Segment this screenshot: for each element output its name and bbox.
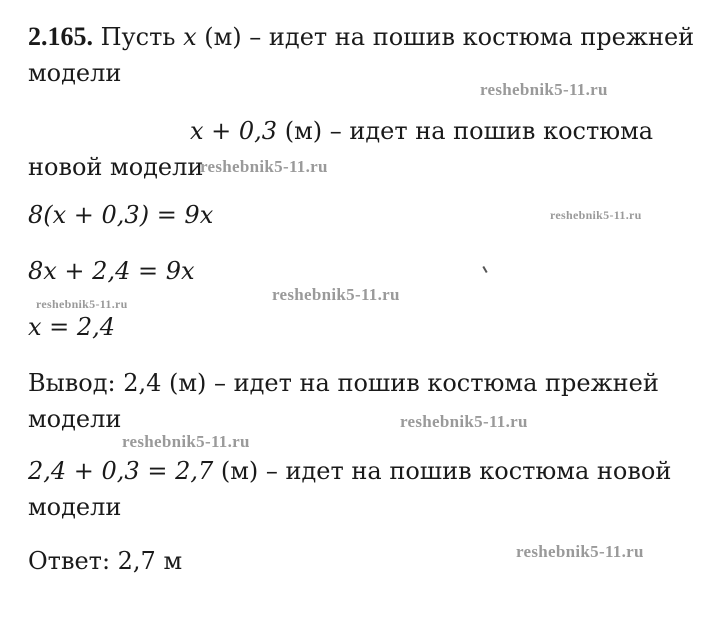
variable-x: x <box>183 23 197 51</box>
stray-mark <box>482 266 487 273</box>
watermark: reshebnik5-11.ru <box>550 208 642 222</box>
problem-intro-line <box>28 22 694 52</box>
problem-number: 2.165. <box>28 22 93 51</box>
answer-line: Ответ: 2,7 м <box>28 547 183 575</box>
calculation-line2: модели <box>28 493 122 521</box>
watermark: reshebnik5-11.ru <box>480 80 608 99</box>
watermark: reshebnik5-11.ru <box>400 412 528 431</box>
calculation-rest-text: (м) – идет на пошив костюма новой <box>213 457 672 485</box>
watermark: reshebnik5-11.ru <box>122 432 250 451</box>
equation-3: x = 2,4 <box>28 313 116 341</box>
conclusion-line2: модели <box>28 405 122 433</box>
equation-2: 8x + 2,4 = 9x <box>28 257 195 285</box>
conclusion-line1: Вывод: 2,4 (м) – идет на пошив костюма прежней <box>28 369 659 397</box>
intro-text: Пусть <box>93 23 184 51</box>
intro-rest-text: (м) – идет на пошив костюма прежней <box>196 23 695 51</box>
new-model-rest-text: (м) – идет на пошив костюма <box>277 117 654 145</box>
watermark: reshebnik5-11.ru <box>200 157 328 176</box>
new-model-line2: новой модели <box>28 153 204 181</box>
watermark: reshebnik5-11.ru <box>272 285 400 304</box>
watermark: reshebnik5-11.ru <box>36 297 128 311</box>
calculation-expression: 2,4 + 0,3 = 2,7 <box>28 457 214 485</box>
problem-intro-line2: модели <box>28 59 122 87</box>
watermark: reshebnik5-11.ru <box>516 542 644 561</box>
equation-1: 8(x + 0,3) = 9x <box>28 201 214 229</box>
calculation-line <box>28 456 671 486</box>
new-model-expression: x + 0,3 <box>190 117 278 145</box>
new-model-line <box>190 116 653 146</box>
